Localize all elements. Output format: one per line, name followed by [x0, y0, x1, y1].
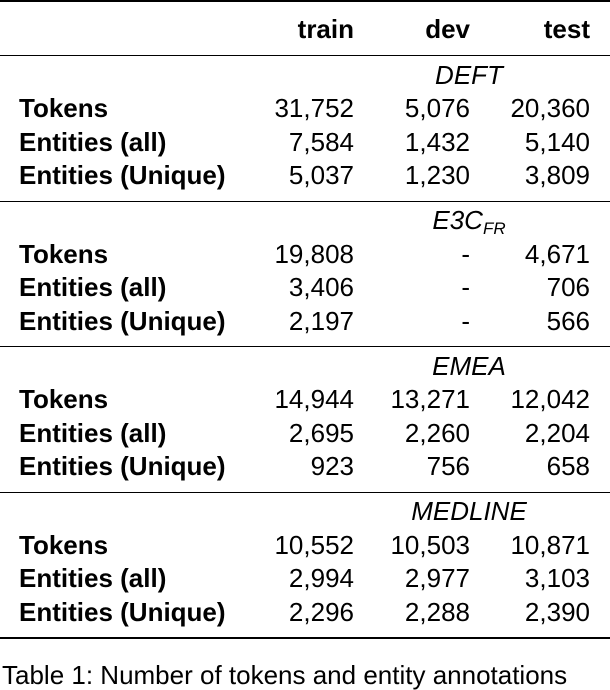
table-row [0, 159, 610, 201]
column-header-dev: dev [425, 13, 470, 44]
table-row [0, 383, 610, 417]
table-row [0, 238, 610, 272]
cell-dev: 10,503 [390, 529, 470, 560]
table-row [0, 126, 610, 160]
cell-test: 566 [546, 305, 590, 336]
table-row [0, 450, 610, 492]
table-row [0, 417, 610, 451]
section-title-row [0, 493, 610, 529]
cell-dev: 2,288 [404, 596, 470, 627]
section-title [435, 59, 503, 93]
cell-dev: 13,271 [390, 384, 470, 414]
section-title-text: E3C [432, 205, 483, 235]
cell-train: 923 [310, 451, 354, 481]
row-label: Tokens [19, 384, 109, 414]
row-label: Entities (all) [19, 417, 167, 448]
table-body [0, 56, 610, 640]
row-label: Entities (Unique) [19, 596, 226, 627]
section-title-empty-cell [0, 347, 258, 383]
section-title [432, 204, 505, 238]
row-label: Tokens [19, 529, 109, 560]
table-row [0, 271, 610, 305]
row-label: Entities (Unique) [19, 451, 226, 481]
cell-dev: 2,260 [404, 417, 470, 448]
section-title-row [0, 56, 610, 92]
section-title-row [0, 202, 610, 238]
cell-test: 3,103 [524, 563, 590, 593]
cell-train: 5,037 [288, 160, 354, 190]
cell-train: 2,994 [288, 563, 354, 593]
cell-train: 2,695 [288, 417, 354, 448]
section-title-empty-cell [0, 202, 258, 238]
section-title-subscript: FR [482, 219, 506, 238]
section-title-row [0, 347, 610, 383]
cell-test: 12,042 [510, 384, 590, 414]
cell-dev: 1,230 [404, 160, 470, 190]
table-caption: Table 1: Number of tokens and entity annotations [2, 660, 568, 690]
cell-train: 2,197 [288, 305, 354, 336]
cell-train: 3,406 [288, 272, 354, 302]
cell-train: 7,584 [288, 126, 354, 157]
row-label: Entities (Unique) [19, 305, 226, 336]
cell-test: 10,871 [510, 529, 590, 560]
cell-dev: - [461, 272, 470, 302]
cell-dev: - [461, 238, 470, 269]
row-label: Entities (Unique) [19, 160, 226, 190]
column-header-train: train [297, 13, 354, 44]
table-row [0, 305, 610, 347]
cell-test: 20,360 [510, 93, 590, 123]
section-title-text: EMEA [432, 350, 506, 381]
section-title-cell [258, 347, 610, 383]
table-row [0, 529, 610, 563]
cell-test: 3,809 [524, 160, 590, 190]
section-title-text: DEFT [435, 59, 503, 90]
cell-test: 706 [546, 272, 590, 302]
cell-dev: 5,076 [404, 93, 470, 123]
table-header-row [0, 1, 610, 56]
cell-train: 19,808 [274, 238, 354, 269]
row-label: Tokens [19, 238, 109, 269]
cell-train: 2,296 [288, 596, 354, 627]
row-label: Entities (all) [19, 126, 167, 157]
section-title-cell [258, 56, 610, 92]
table-row [0, 562, 610, 596]
column-header-test: test [543, 13, 590, 44]
cell-train: 31,752 [274, 93, 354, 123]
section-title-cell [258, 202, 610, 238]
cell-dev: 1,432 [404, 126, 470, 157]
cell-test: 658 [546, 451, 590, 481]
cell-train: 10,552 [274, 529, 354, 560]
cell-dev: 756 [426, 451, 470, 481]
bottom-rule-cell [0, 638, 610, 639]
row-label: Tokens [19, 93, 109, 123]
table-row [0, 92, 610, 126]
cell-dev: - [461, 305, 470, 336]
cell-test: 2,204 [524, 417, 590, 448]
section-title-empty-cell [0, 56, 258, 92]
table-row [0, 596, 610, 639]
cell-test: 2,390 [524, 596, 590, 627]
row-label: Entities (all) [19, 563, 167, 593]
section-title [411, 495, 527, 529]
cell-test: 4,671 [524, 238, 590, 269]
section-title [432, 350, 506, 384]
section-title-cell [258, 493, 610, 529]
cell-train: 14,944 [274, 384, 354, 414]
header-empty-cell [0, 1, 258, 56]
table-bottom-rule [0, 638, 610, 639]
cell-dev: 2,977 [404, 563, 470, 593]
section-title-empty-cell [0, 493, 258, 529]
cell-test: 5,140 [524, 126, 590, 157]
section-title-text: MEDLINE [411, 496, 527, 526]
row-label: Entities (all) [19, 272, 167, 302]
